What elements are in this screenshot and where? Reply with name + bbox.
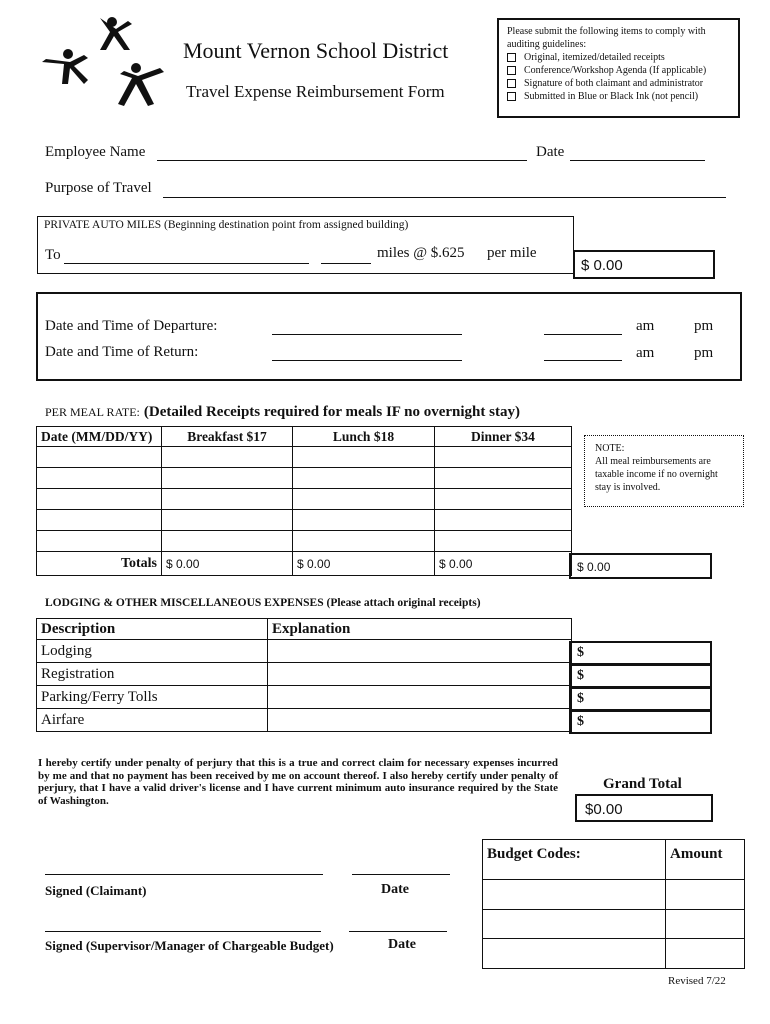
budget-code-cell[interactable] (483, 880, 666, 910)
lodging-header-row (37, 619, 572, 640)
checkbox-icon (507, 92, 516, 101)
meal-note-title: NOTE: (595, 443, 625, 454)
lodging-heading: LODGING & OTHER MISCELLANEOUS EXPENSES (Please attach original receipts) (45, 597, 481, 609)
form-title: Travel Expense Reimbursement Form (186, 82, 445, 101)
meal-col-date: Date (MM/DD/YY) (37, 427, 162, 447)
meal-cell[interactable] (435, 510, 572, 531)
meal-col-lunch: Lunch $18 (293, 427, 435, 447)
lodging-row (37, 709, 572, 732)
checkbox-icon (507, 79, 516, 88)
meal-cell[interactable] (37, 447, 162, 468)
supervisor-label: Signed (Supervisor/Manager of Chargeable Budget) (45, 938, 334, 953)
checkbox-icon (507, 53, 516, 62)
district-name: Mount Vernon School District (183, 38, 449, 63)
meal-row (37, 468, 572, 489)
budget-code-cell[interactable] (483, 910, 666, 939)
meal-cell[interactable] (37, 468, 162, 489)
meal-row (37, 489, 572, 510)
lodging-amount-3[interactable]: $ (569, 710, 712, 734)
budget-code-cell[interactable] (483, 939, 666, 969)
lodging-row (37, 663, 572, 686)
budget-row (483, 880, 745, 910)
grand-total-value: $0.00 (585, 801, 623, 818)
employee-name-label: Employee Name (45, 144, 146, 160)
meal-cell[interactable] (435, 468, 572, 489)
meal-grand-total[interactable]: $ 0.00 (569, 553, 712, 579)
lodging-explanation[interactable] (268, 686, 572, 709)
auto-per-mile: per mile (487, 245, 537, 261)
budget-amount-cell[interactable] (666, 880, 745, 910)
travel-times-box (36, 292, 742, 381)
meal-cell[interactable] (293, 447, 435, 468)
certification-text: I hereby certify under penalty of perjury that this is a true and correct claim for necessary expenses incurred by me and that no payment has been received by me on account thereof. I also hereby certify under penalty of perjury, that I have a valid driver's license and I have current minimum auto insurance required by the State of Washington. (38, 757, 558, 807)
lodging-amount-1[interactable]: $ (569, 664, 712, 688)
return-am[interactable]: am (636, 345, 655, 361)
auto-miles-rate: miles @ $.625 (377, 245, 465, 261)
meal-cell[interactable] (162, 531, 293, 552)
supervisor-date-label: Date (388, 937, 416, 952)
return-date-field[interactable] (272, 360, 462, 361)
supervisor-date-line[interactable] (349, 931, 447, 932)
purpose-field[interactable] (163, 197, 726, 198)
lodging-explanation[interactable] (268, 709, 572, 732)
departure-time-field[interactable] (544, 334, 622, 335)
meal-cell[interactable] (37, 531, 162, 552)
meal-cell[interactable] (435, 531, 572, 552)
lodging-explanation[interactable] (268, 663, 572, 686)
claimant-date-line[interactable] (352, 874, 450, 875)
meal-cell[interactable] (37, 489, 162, 510)
notice-box (497, 18, 740, 118)
lodging-table (36, 618, 572, 732)
meal-cell[interactable] (162, 447, 293, 468)
meal-note-body: All meal reimbursements are taxable income if no overnight stay is involved. (595, 456, 718, 493)
return-time-field[interactable] (544, 360, 622, 361)
lodging-row (37, 686, 572, 709)
meal-col-dinner: Dinner $34 (435, 427, 572, 447)
employee-date-label: Date (536, 144, 565, 160)
lodging-row (37, 640, 572, 663)
lodging-desc: Registration (37, 663, 268, 686)
auto-total-box[interactable] (573, 250, 715, 279)
meal-row (37, 510, 572, 531)
departure-date-field[interactable] (272, 334, 462, 335)
auto-destination-field[interactable] (64, 263, 309, 264)
employee-date-field[interactable] (570, 160, 705, 161)
auto-miles-heading: PRIVATE AUTO MILES (Beginning destination point from assigned building) (44, 219, 409, 231)
budget-row (483, 939, 745, 969)
checkbox-icon (507, 66, 516, 75)
meal-total-lunch[interactable]: $ 0.00 (293, 552, 435, 576)
meal-cell[interactable] (162, 489, 293, 510)
meal-total-breakfast[interactable]: $ 0.00 (162, 552, 293, 576)
budget-codes-label: Budget Codes: (483, 840, 666, 880)
lodging-amount-0[interactable]: $ (569, 641, 712, 665)
lodging-amount-2[interactable]: $ (569, 687, 712, 711)
return-label: Date and Time of Return: (45, 344, 199, 360)
claimant-label: Signed (Claimant) (45, 883, 147, 898)
lodging-desc: Airfare (37, 709, 268, 732)
budget-amount-cell[interactable] (666, 939, 745, 969)
meal-note (584, 435, 744, 507)
meal-cell[interactable] (162, 510, 293, 531)
meal-totals-row (37, 552, 572, 576)
lodging-desc: Parking/Ferry Tolls (37, 686, 268, 709)
meal-row (37, 531, 572, 552)
return-pm[interactable]: pm (694, 345, 714, 361)
budget-amount-cell[interactable] (666, 910, 745, 939)
notice-item: Submitted in Blue or Black Ink (not pencil) (507, 90, 730, 103)
auto-total-value: $ 0.00 (581, 257, 623, 274)
lodging-col-explanation: Explanation (268, 619, 572, 640)
lodging-col-description: Description (37, 619, 268, 640)
lodging-explanation[interactable] (268, 640, 572, 663)
notice-title: Please submit the following items to comply with auditing guidelines: (507, 26, 706, 50)
budget-row (483, 910, 745, 939)
meal-col-breakfast: Breakfast $17 (162, 427, 293, 447)
meal-cell[interactable] (37, 510, 162, 531)
auto-miles-field[interactable] (321, 263, 371, 264)
meal-header-row (37, 427, 572, 447)
notice-item: Original, itemized/detailed receipts (507, 51, 730, 64)
employee-name-field[interactable] (157, 160, 527, 161)
departure-pm[interactable]: pm (694, 318, 714, 334)
meal-totals-label: Totals (37, 552, 162, 576)
departure-am[interactable]: am (636, 318, 655, 334)
budget-amount-label: Amount (666, 840, 745, 880)
meal-cell[interactable] (293, 489, 435, 510)
purpose-label: Purpose of Travel (45, 180, 152, 196)
district-logo (40, 14, 170, 114)
claimant-signature-line[interactable] (45, 874, 323, 875)
meal-cell[interactable] (435, 489, 572, 510)
notice-item: Signature of both claimant and administrator (507, 77, 730, 90)
lodging-desc: Lodging (37, 640, 268, 663)
meal-cell[interactable] (293, 510, 435, 531)
meal-rate-heading: PER MEAL RATE: (Detailed Receipts required for meals IF no overnight stay) (45, 404, 520, 420)
meal-total-dinner[interactable]: $ 0.00 (435, 552, 572, 576)
auto-to-label: To (45, 247, 61, 263)
meal-table (36, 426, 572, 576)
budget-header-row (483, 840, 745, 880)
budget-table (482, 839, 745, 969)
grand-total-label: Grand Total (603, 776, 682, 792)
grand-total-box[interactable] (575, 794, 713, 822)
notice-item: Conference/Workshop Agenda (If applicable) (507, 64, 730, 77)
meal-cell[interactable] (293, 468, 435, 489)
supervisor-signature-line[interactable] (45, 931, 321, 932)
meal-cell[interactable] (162, 468, 293, 489)
departure-label: Date and Time of Departure: (45, 318, 218, 334)
revised-date: Revised 7/22 (668, 975, 726, 987)
meal-cell[interactable] (293, 531, 435, 552)
meal-cell[interactable] (435, 447, 572, 468)
claimant-date-label: Date (381, 882, 409, 897)
meal-row (37, 447, 572, 468)
